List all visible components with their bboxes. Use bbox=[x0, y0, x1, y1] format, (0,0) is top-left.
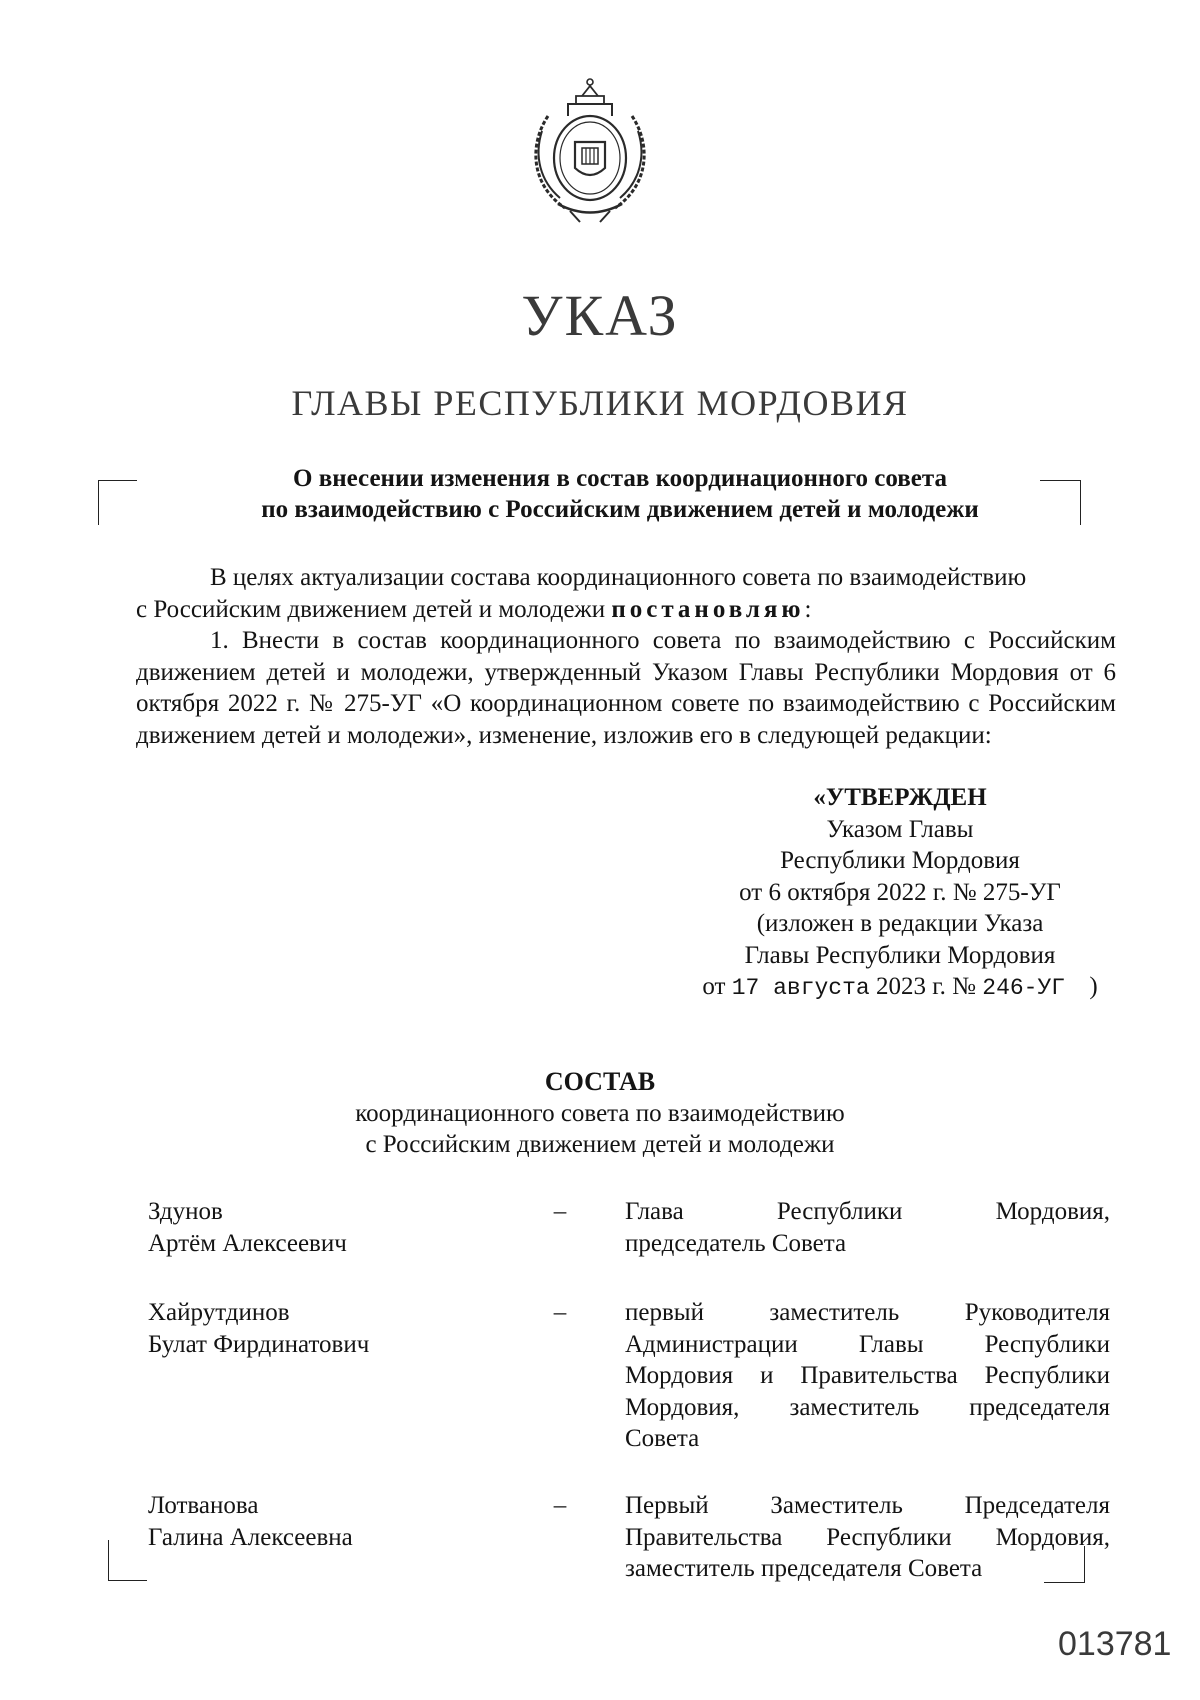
composition-subtitle: с Российским движением детей и молодежи bbox=[365, 1131, 835, 1158]
subject-line: по взаимодействию с Российским движением детей и молодежи bbox=[261, 496, 979, 523]
member-surname: Здунов bbox=[148, 1198, 223, 1225]
composition-title: СОСТАВ bbox=[544, 1067, 656, 1096]
member-given-names: Булат Фирдинатович bbox=[148, 1330, 370, 1358]
role-line: первый заместитель Руководителя bbox=[625, 1299, 1110, 1326]
approval-line: Главы Республики Мордовия bbox=[744, 941, 1056, 969]
clause-1-text: 1. Внести в состав координационного совета по взаимодействию с Российским движением детей и молодежи, утвержденный Указом Главы Республики Мордовия от 6 октября 2022 г. № 275-УГ «О координационном совете по взаимодействию с Российским движением детей и молодежи», изменение, изложив его в следующей редакции: bbox=[136, 627, 1116, 749]
member-name bbox=[148, 1297, 508, 1360]
member-name bbox=[148, 1490, 508, 1553]
issuer-title: ГЛАВЫ РЕСПУБЛИКИ МОРДОВИЯ bbox=[291, 383, 909, 423]
approval-line: от 6 октября 2022 г. № 275-УГ bbox=[739, 878, 1061, 906]
document-type-title: УКАЗ bbox=[521, 283, 679, 348]
approval-line: Республики Мордовия bbox=[780, 847, 1020, 874]
subject-line: О внесении изменения в состав координационного совета bbox=[293, 465, 947, 492]
coat-of-arms-emblem bbox=[520, 76, 660, 226]
approval-stamp-block bbox=[640, 782, 1160, 1005]
approval-head: «УТВЕРЖДЕН bbox=[813, 784, 987, 811]
role-line: председатель Совета bbox=[625, 1229, 847, 1257]
role-line: Совета bbox=[625, 1425, 700, 1452]
role-line: Мордовия и Правительства Республики bbox=[625, 1362, 1110, 1389]
member-role bbox=[625, 1196, 1110, 1259]
member-name bbox=[148, 1196, 508, 1259]
decree-keyword: постановляю bbox=[611, 595, 805, 623]
composition-heading bbox=[0, 1066, 1200, 1161]
preamble-paragraph bbox=[136, 562, 1116, 625]
role-line: Первый Заместитель Председателя bbox=[625, 1492, 1110, 1519]
decree-subject bbox=[180, 463, 1060, 525]
member-role bbox=[625, 1297, 1110, 1455]
preamble-line: с Российским движением детей и молодежи bbox=[136, 595, 606, 623]
member-dash: – bbox=[553, 1492, 567, 1519]
typed-date: 17 августа bbox=[731, 975, 870, 1001]
member-surname: Хайрутдинов bbox=[148, 1299, 290, 1326]
member-given-names: Артём Алексеевич bbox=[148, 1229, 347, 1257]
role-line: Правительства Республики Мордовия, bbox=[625, 1523, 1110, 1551]
clause-1 bbox=[136, 625, 1116, 751]
member-dash: – bbox=[553, 1299, 567, 1326]
role-line: Мордовия, заместитель председателя bbox=[625, 1393, 1110, 1421]
bracket-bottom-right bbox=[1044, 1546, 1085, 1583]
preamble-line: В целях актуализации состава координационного совета по взаимодействию bbox=[210, 564, 1027, 591]
date-year: 2023 г. № bbox=[875, 973, 977, 1000]
colon: : bbox=[804, 595, 812, 623]
bracket-top-left bbox=[98, 480, 137, 525]
bracket-bottom-left bbox=[108, 1540, 147, 1581]
role-line: Администрации Главы Республики bbox=[625, 1330, 1110, 1358]
member-dash: – bbox=[553, 1198, 567, 1225]
role-line: Глава Республики Мордовия, bbox=[625, 1198, 1110, 1225]
document-serial-number: 013781 bbox=[1058, 1625, 1172, 1663]
approval-line: Указом Главы bbox=[826, 815, 974, 843]
member-given-names: Галина Алексеевна bbox=[148, 1523, 353, 1551]
composition-subtitle: координационного совета по взаимодействию bbox=[355, 1099, 845, 1127]
role-line: заместитель председателя Совета bbox=[625, 1555, 983, 1582]
date-prefix: от bbox=[702, 973, 726, 1000]
closing-paren: ) bbox=[1089, 973, 1098, 1000]
approval-date-line bbox=[640, 971, 1160, 1005]
member-role bbox=[625, 1490, 1110, 1585]
typed-number: 246-УГ bbox=[982, 975, 1066, 1001]
member-surname: Лотванова bbox=[148, 1492, 259, 1519]
approval-line: (изложен в редакции Указа bbox=[756, 910, 1044, 937]
